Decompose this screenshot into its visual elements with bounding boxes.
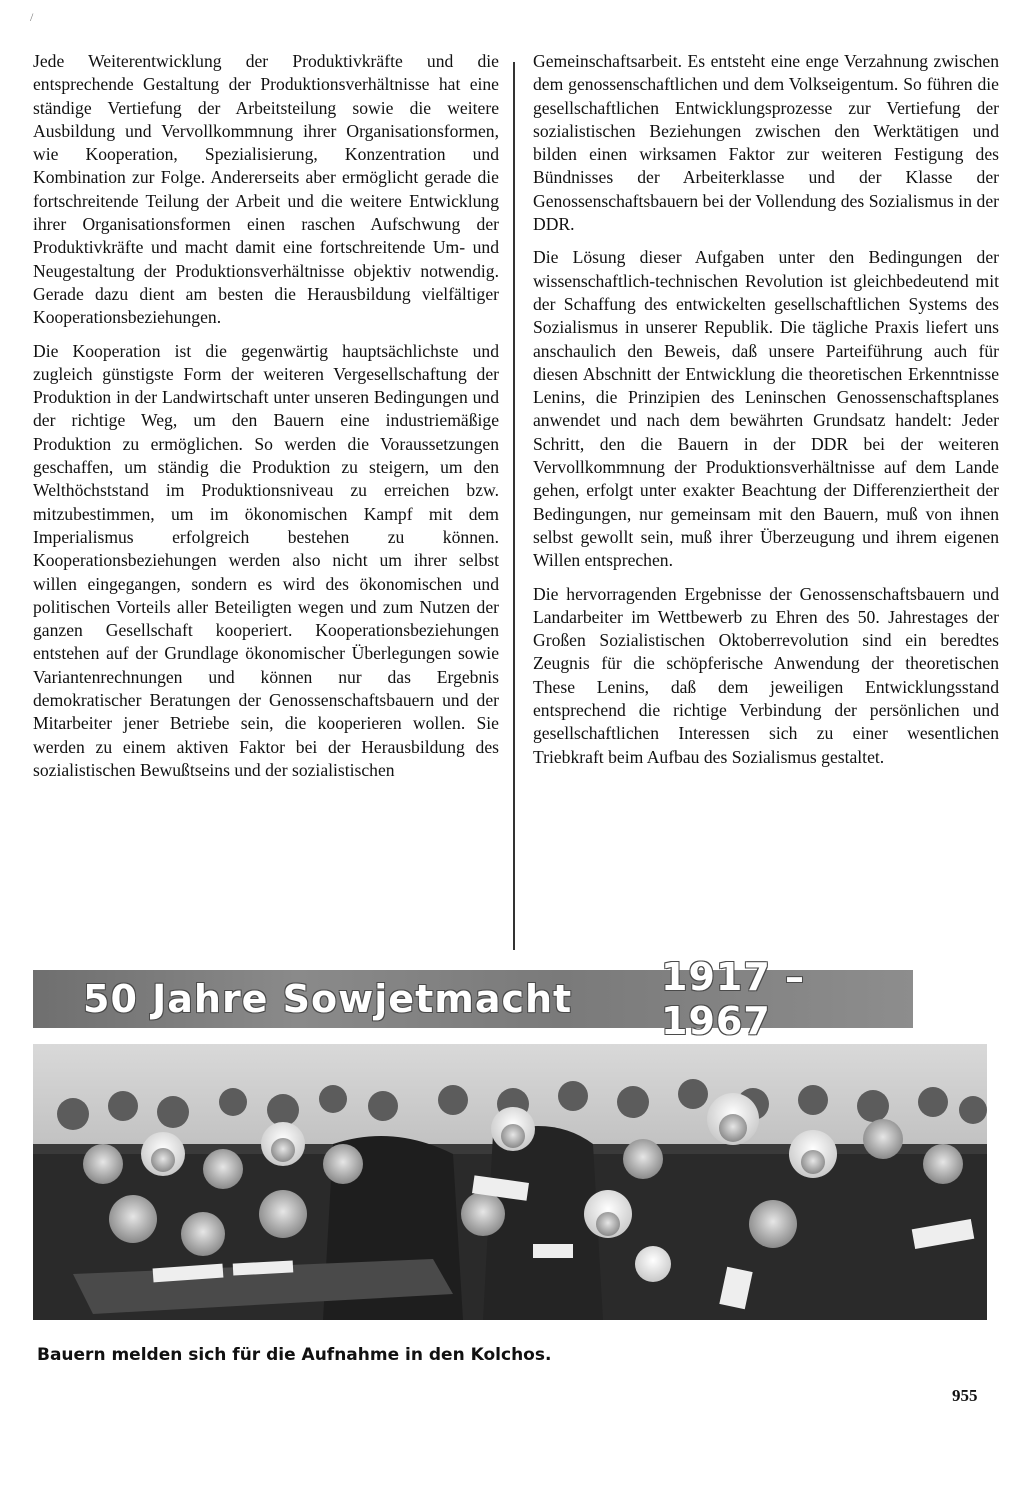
- left-column: [33, 50, 499, 792]
- photo-caption: Bauern melden sich für die Aufnahme in den Kolchos.: [37, 1345, 552, 1365]
- corner-mark: /: [30, 10, 34, 24]
- kolchos-photo: [33, 1044, 987, 1320]
- column-divider: [513, 62, 515, 950]
- right-paragraph-1: Gemeinschaftsarbeit. Es entsteht eine enge Verzahnung zwischen dem genossenschaftlichen und dem Volkseigentum. So führen die gesellschaftlichen Entwicklungsprozesse zur Vertiefung der sozialistischen Beziehungen zwischen den Werktätigen und bilden einen wirksamen Faktor zur weiteren Festigung des Bündnisses der Arbeiterklasse und der Klasse der Genossenschaftsbauern bei der Vollendung des Sozialismus in der DDR.: [533, 51, 999, 235]
- photo-illustration: [33, 1044, 987, 1320]
- page-number: 955: [952, 1386, 978, 1405]
- banner-title: 50 Jahre Sowjetmacht: [83, 977, 573, 1021]
- right-paragraph-3: Die hervorragenden Ergebnisse der Genossenschaftsbauern und Landarbeiter im Wettbewerb zu Ehren des 50. Jahrestages der Großen Sozialistischen Oktoberrevolution sind ein beredtes Zeugnis für die schöpferische Anwendung der theoretischen These Lenins, daß dem jeweiligen Entwicklungsstand entsprechend die richtige Verbindung der persönlichen und gesellschaftlichen Interessen sich zu einer wesentlichen Triebkraft beim Aufbau des Sozialismus gestaltet.: [533, 583, 999, 767]
- anniversary-banner: [33, 955, 913, 1043]
- right-paragraph-2: Die Lösung dieser Aufgaben unter den Bedingungen der wissenschaftlich-technischen Revolution ist gleichbedeutend mit der Schaffung des entwickelten gesellschaftlichen Systems des Sozialismus in unserer Republik. Die tägliche Praxis liefert uns anschaulich den Beweis, daß unsere Parteiführung auch für diesen Abschnitt der Entwicklung die theoretischen Erkenntnisse Lenins, die Prinzipien des Leninschen Genossenschaftsplanes anwendet und nach dem bewährten Grundsatz handelt: Jeder Schritt, den die Bauern in der DDR bei der weiteren Vervollkommnung der Produktionsverhältnisse auf dem Lande gehen, erfolgt unter exakter Beachtung der Differenziertheit der Bedingungen, nur gemeinsam mit den Bauern, muß von ihnen selbst gewollt sein, muß ihrer Überzeugung und ihrem eigenen Willen entsprechen.: [533, 247, 999, 571]
- right-column: [533, 50, 999, 779]
- banner-years: 1917 – 1967: [661, 955, 805, 1043]
- left-paragraph-1: Jede Weiterentwicklung der Produktivkräfte und die entsprechende Gestaltung der Produktionsverhältnisse hat eine ständige Vertiefung der Arbeitsteilung sowie die weitere Ausbildung und Vervollkommnung ihrer Organisationsformen, wie Kooperation, Spezialisierung, Konzentration und Kombination zur Folge. Andererseits aber ermöglicht gerade die fortschreitende Teilung der Arbeit und die weitere Entwicklung ihrer Organisationsformen einen raschen Aufschwung der Produktivkräfte und macht damit eine fortschreitende Um- und Neugestaltung der Produktionsverhältnisse objektiv notwendig. Gerade dazu dient am besten die Herausbildung vielfältiger Kooperationsbeziehungen.: [33, 51, 499, 328]
- left-paragraph-2: Die Kooperation ist die gegenwärtig hauptsächlichste und zugleich günstigste Form der weiteren Vergesellschaftung der Produktion in der Landwirtschaft unter unseren Bedingungen und der richtige Weg, um den Bauern eine industriemäßige Produktion zu ermöglichen. So werden die Voraussetzungen geschaffen, um ständig die Produktion zu steigern, um den Welthöchststand im Produktionsniveau zu erreichen bzw. mitzubestimmen, um im ökonomischen Kampf mit dem Imperialismus erfolgreich bestehen zu können. Kooperationsbeziehungen werden also nicht um ihrer selbst willen eingegangen, sondern es wird des ökonomischen und politischen Vorteils aller Beteiligten wegen und zum Nutzen der ganzen Gesellschaft kooperiert. Kooperationsbeziehungen entstehen auf der Grundlage ökonomischer Überlegungen sowie Variantenrechnungen und können nur das Ergebnis demokratischer Beratungen der Genossenschaftsbauern und der Mitarbeiter jener Betriebe sein, die kooperieren wollen. Sie werden zu einem aktiven Faktor bei der Herausbildung des sozialistischen Bewußtseins und der sozialistischen: [33, 340, 499, 780]
